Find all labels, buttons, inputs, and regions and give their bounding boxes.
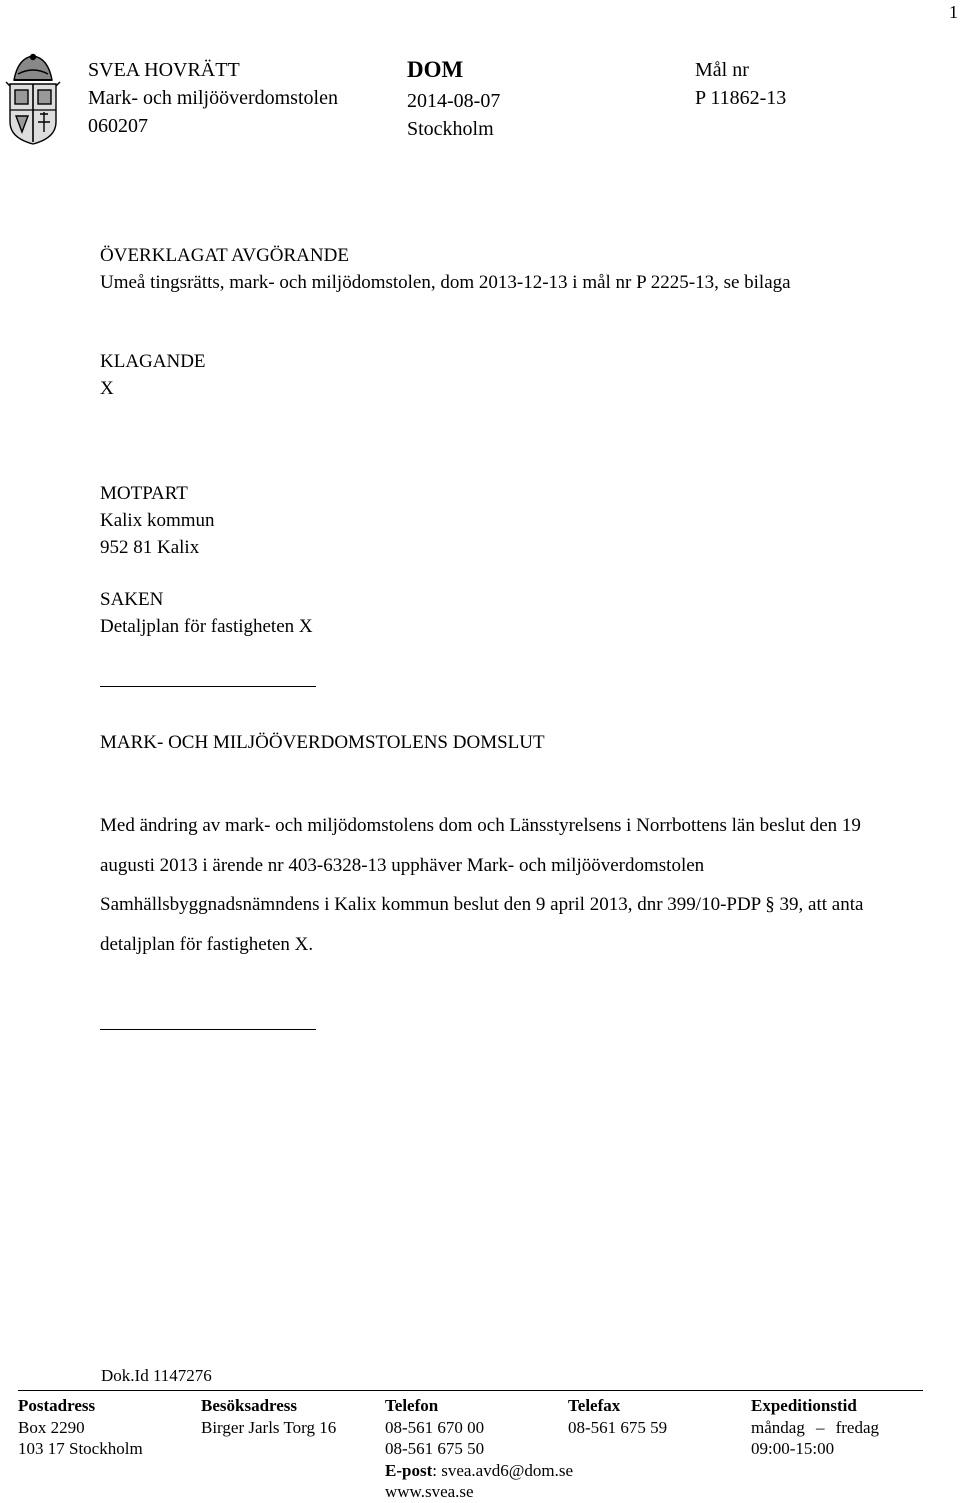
respondent-address: 952 81 Kalix <box>100 537 200 558</box>
court-crest-icon <box>4 52 62 146</box>
document-place: Stockholm <box>407 118 494 140</box>
court-division: Mark- och miljööverdomstolen <box>88 87 338 109</box>
appellant-heading: KLAGANDE <box>100 351 206 372</box>
court-header <box>88 56 338 140</box>
court-name: SVEA HOVRÄTT <box>88 59 240 81</box>
ruling-text: Med ändring av mark- och miljödomstolens dom och Länsstyrelsens i Norrbottens län beslut den 19 augusti 2013 i ärende nr 403-6328-13 upphäver Mark- och miljööverdomstolen Samhällsbyggnadsnämndens i Kalix kommun beslut den 9 april 2013, dnr 399/10-PDP § 39, att anta detaljplan för fastigheten X. <box>100 815 864 955</box>
footer-hours-day-from: måndag <box>751 1417 805 1437</box>
case-label: Mål nr <box>695 59 749 81</box>
document-date: 2014-08-07 <box>407 90 501 112</box>
footer-hours-day-to: fredag <box>835 1417 879 1437</box>
court-code: 060207 <box>88 115 148 137</box>
page-number: 1 <box>949 2 958 22</box>
respondent-heading: MOTPART <box>100 483 188 504</box>
divider <box>100 686 316 687</box>
matter-text: Detaljplan för fastigheten X <box>100 616 313 637</box>
footer-hours-heading: Expeditionstid <box>751 1396 857 1415</box>
footer-postal-line2: 103 17 Stockholm <box>18 1439 143 1458</box>
footer-fax-heading: Telefax <box>568 1396 621 1415</box>
respondent-name: Kalix kommun <box>100 510 215 531</box>
matter-heading: SAKEN <box>100 589 164 610</box>
footer-visiting-heading: Besöksadress <box>201 1396 298 1415</box>
footer-web[interactable]: www.svea.se <box>385 1482 474 1501</box>
footer-hours-dash: – <box>815 1417 825 1437</box>
footer-fax-line1: 08-561 675 59 <box>568 1417 668 1437</box>
appealed-decision-text: Umeå tingsrätts, mark- och miljödomstolen, dom 2013-12-13 i mål nr P 2225-13, se bilaga <box>100 272 791 293</box>
footer-postal <box>18 1395 143 1460</box>
footer-fax <box>568 1395 667 1438</box>
appealed-decision-heading: ÖVERKLAGAT AVGÖRANDE <box>100 245 349 266</box>
ruling-title: MARK- OCH MILJÖÖVERDOMSTOLENS DOMSLUT <box>100 732 545 753</box>
case-info <box>695 56 786 112</box>
document-type: DOM <box>407 57 464 82</box>
footer-email-address: : svea.avd6@dom.se <box>432 1460 573 1480</box>
document-meta <box>407 87 500 143</box>
footer-phone <box>385 1395 573 1503</box>
footer-hours-days <box>751 1417 879 1439</box>
document-id: Dok.Id 1147276 <box>101 1366 212 1385</box>
footer-email[interactable] <box>385 1460 573 1482</box>
footer-phone-line2: 08-561 675 50 <box>385 1439 485 1458</box>
case-number: P 11862-13 <box>695 87 787 109</box>
footer-phone-heading: Telefon <box>385 1396 439 1415</box>
appealed-decision-section <box>100 242 880 296</box>
appellant-name: X <box>100 378 114 399</box>
footer-phone-line1: 08-561 670 00 <box>385 1417 485 1437</box>
footer-hours-time: 09:00-15:00 <box>751 1439 835 1458</box>
matter-section <box>100 586 313 640</box>
appellant-section <box>100 348 206 402</box>
footer-visiting <box>201 1395 336 1438</box>
footer-postal-line1: Box 2290 <box>18 1417 85 1437</box>
footer-email-label: E-post <box>385 1460 433 1480</box>
footer-postal-heading: Postadress <box>18 1396 96 1415</box>
footer-divider <box>18 1390 923 1391</box>
footer-visiting-line1: Birger Jarls Torg 16 <box>201 1417 337 1437</box>
respondent-section <box>100 480 215 561</box>
divider <box>100 1029 316 1030</box>
footer-hours <box>751 1395 879 1460</box>
